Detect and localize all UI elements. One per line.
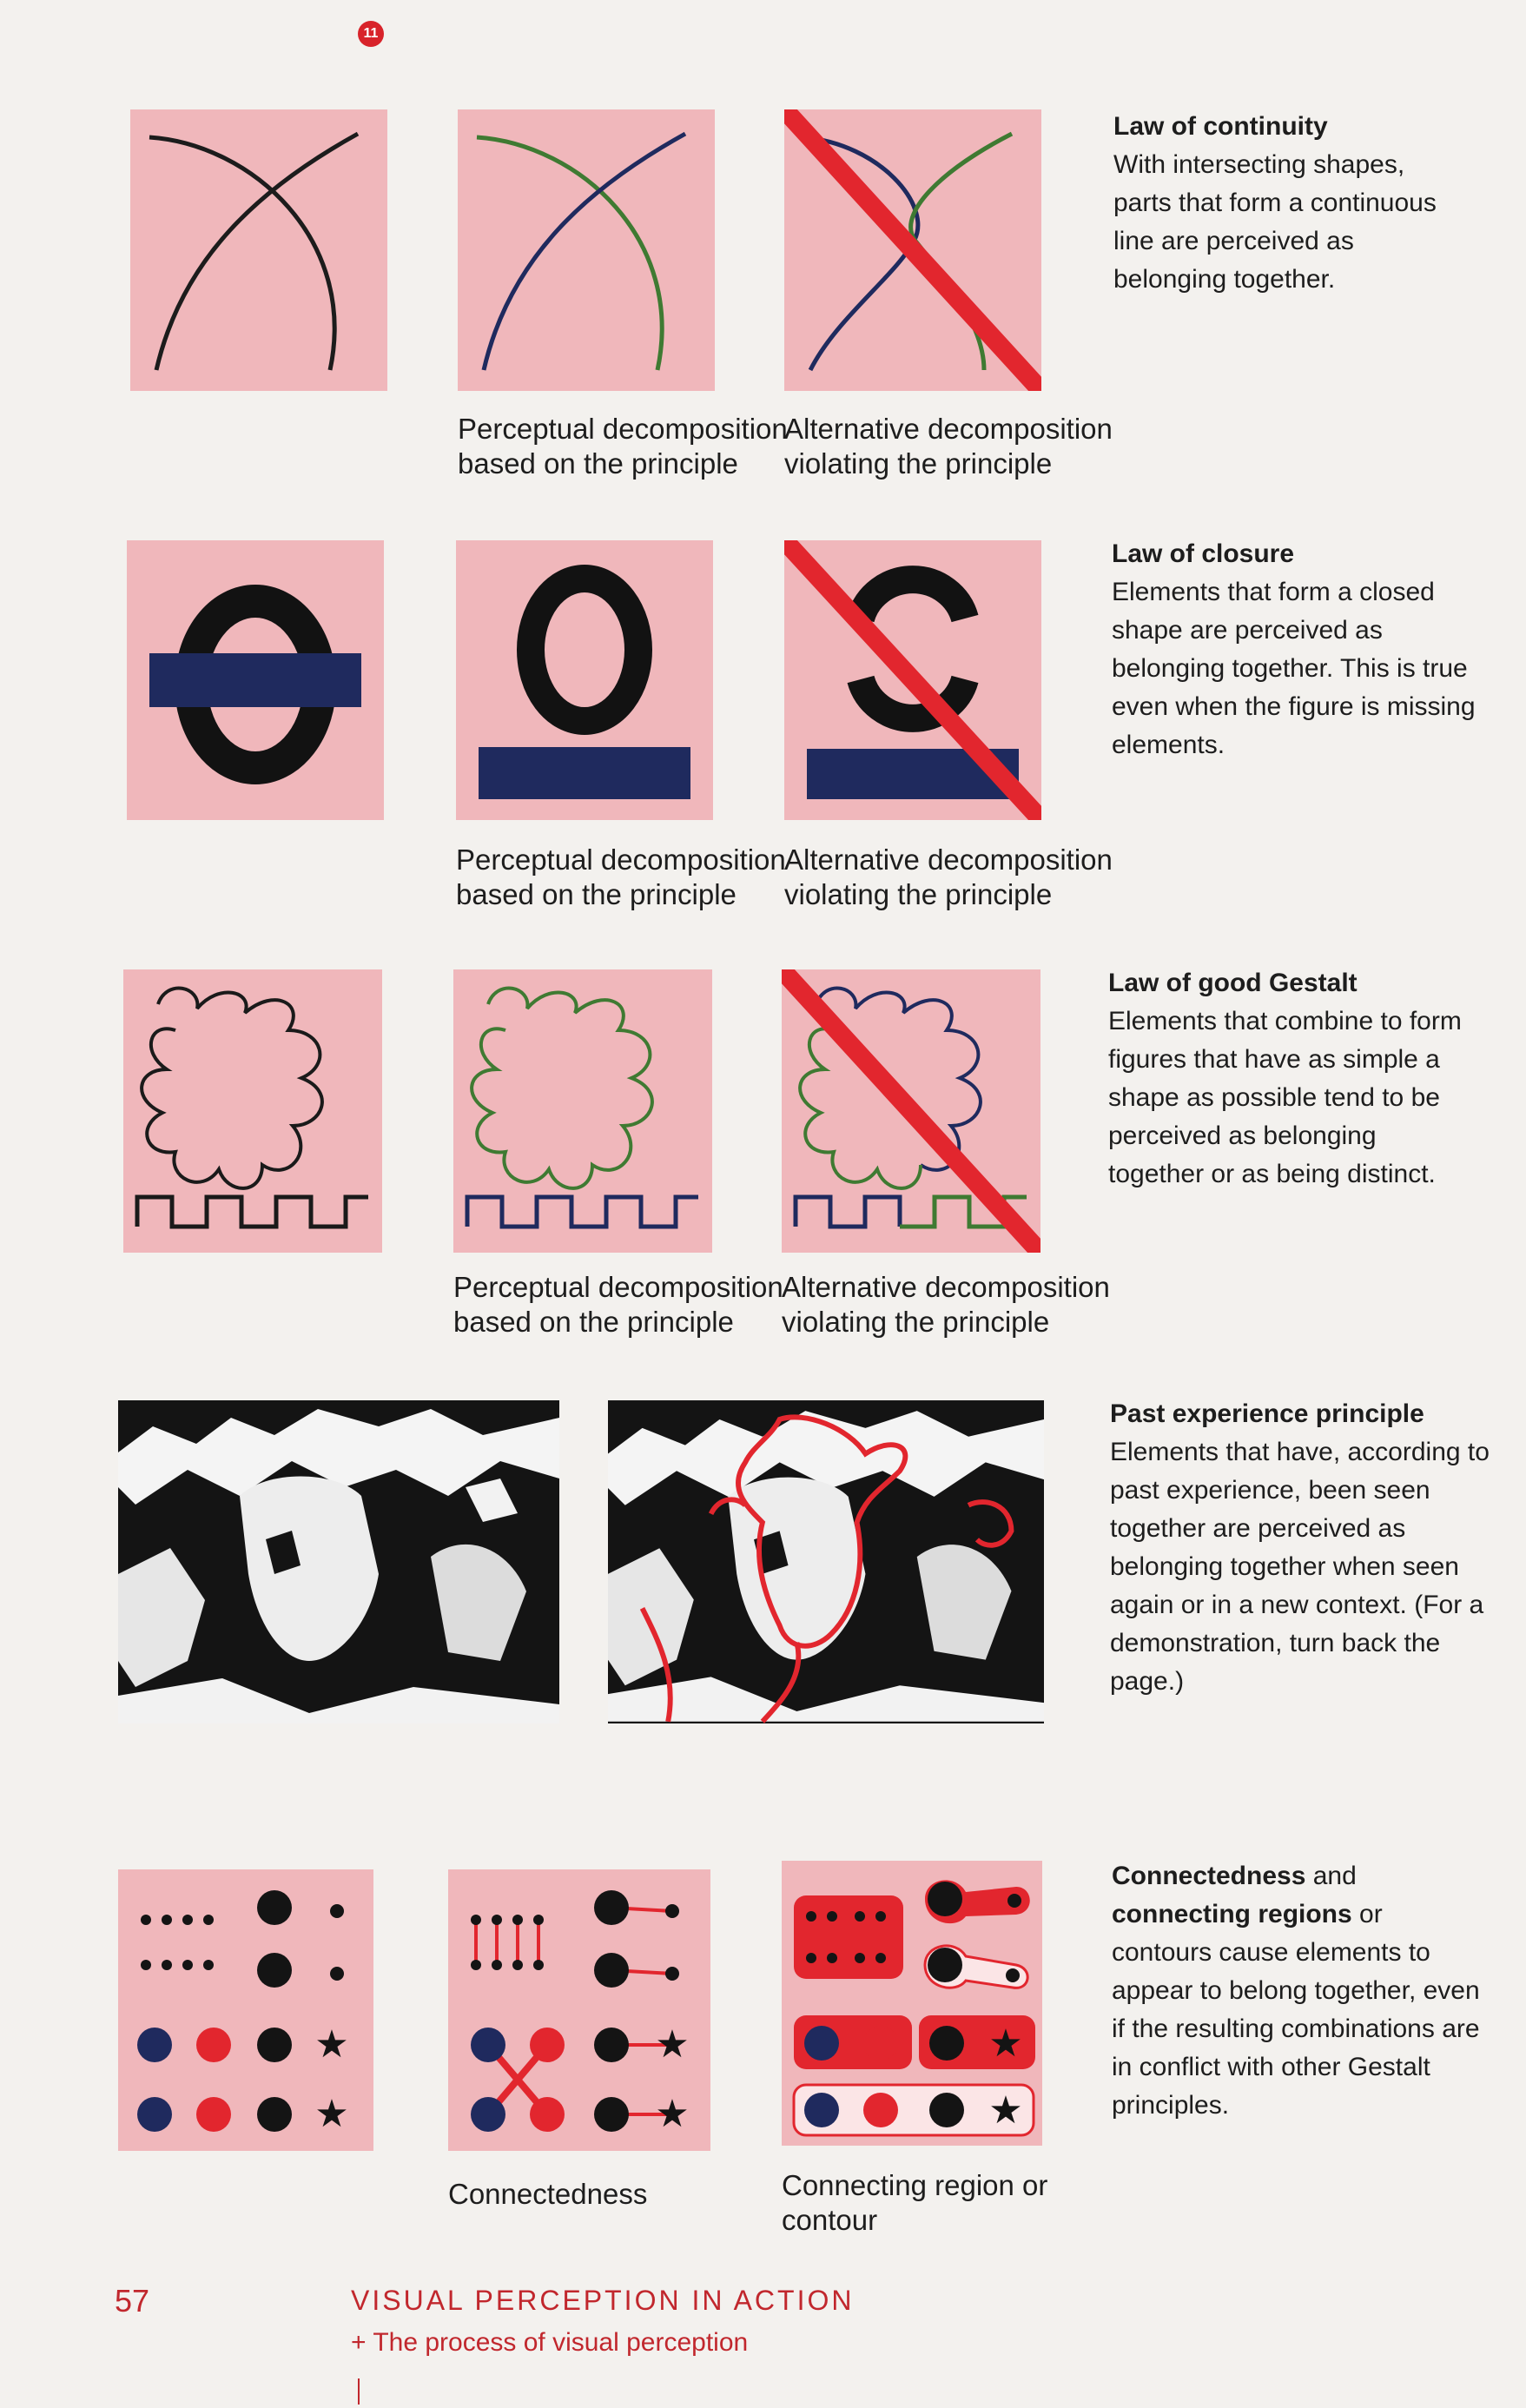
connectedness-text: or contours cause elements to appear to belong together, even if the resulting combinations are in conflict with other Gestalt principles. (1112, 1900, 1480, 2120)
footer-subtitle: + The process of visual perception (351, 2328, 749, 2357)
law-good-gestalt-text: Elements that combine to form figures that have as simple a shape as possible tend to be perceived as belonging together or as being distinct. (1108, 1007, 1462, 1188)
gestalt-tile-perceptual (453, 969, 712, 1253)
connectedness-and: and (1305, 1862, 1357, 1890)
cow-photo-outlined (608, 1400, 1044, 1723)
page-number: 57 (115, 2283, 150, 2319)
law-good-gestalt-title: Law of good Gestalt (1108, 969, 1358, 997)
caption-alternative-closure: Alternative decomposition violating the principle (784, 843, 1113, 910)
law-past-experience (1110, 1395, 1492, 1701)
law-connectedness (1112, 1857, 1485, 2125)
svg-text:★: ★ (988, 2022, 1023, 2065)
closure-tile-original (127, 540, 384, 820)
continuity-tile-original (130, 109, 387, 391)
law-continuity-title: Law of continuity (1113, 112, 1328, 141)
caption-connectedness: Connectedness (448, 2178, 648, 2210)
caption-perceptual-closure: Perceptual decomposition based on the principle (456, 843, 786, 910)
cow-photo-original (118, 1400, 559, 1723)
svg-text:★: ★ (314, 2093, 349, 2135)
law-past-experience-text: Elements that have, according to past experience, been seen together are perceived as belonging together when seen again or in a new context. (For a demonstration, turn back the page.) (1110, 1438, 1490, 1696)
law-past-experience-title: Past experience principle (1110, 1399, 1424, 1428)
page-marker-badge: 11 (358, 21, 384, 47)
caption-perceptual-gestalt: Perceptual decomposition based on the principle (453, 1271, 783, 1338)
connectedness-tile-original (118, 1869, 373, 2151)
footer-tick-mark (358, 2378, 360, 2405)
continuity-tile-alternative (784, 109, 1041, 391)
gestalt-tile-alternative (782, 969, 1040, 1253)
gestalt-tile-original (123, 969, 382, 1253)
law-continuity (1113, 108, 1461, 299)
law-closure-text: Elements that form a closed shape are perceived as belonging together. This is true even when the figure is missing elements. (1112, 578, 1476, 759)
caption-perceptual-continuity: Perceptual decomposition based on the principle (458, 413, 788, 480)
closure-tile-alternative (784, 540, 1041, 820)
law-good-gestalt (1108, 964, 1473, 1194)
svg-text:★: ★ (314, 2023, 349, 2066)
connectedness-tile-regions (782, 1861, 1042, 2146)
connectedness-term: Connectedness (1112, 1862, 1306, 1890)
law-continuity-text: With intersecting shapes, parts that form a continuous line are perceived as belonging together. (1113, 150, 1437, 294)
footer-section-title: VISUAL PERCEPTION IN ACTION (351, 2285, 855, 2316)
continuity-tile-perceptual (458, 109, 715, 391)
law-closure-title: Law of closure (1112, 539, 1295, 568)
svg-text:★: ★ (655, 2023, 690, 2066)
closure-tile-perceptual (456, 540, 713, 820)
caption-connecting-region: Connecting region or contour (782, 2169, 1048, 2236)
caption-alternative-continuity: Alternative decomposition violating the principle (784, 413, 1113, 480)
svg-text:★: ★ (655, 2093, 690, 2135)
caption-alternative-gestalt: Alternative decomposition violating the principle (782, 1271, 1110, 1338)
connecting-regions-term: connecting regions (1112, 1900, 1352, 1928)
svg-text:★: ★ (988, 2089, 1023, 2132)
connectedness-tile-connected (448, 1869, 710, 2151)
law-closure (1112, 535, 1476, 764)
